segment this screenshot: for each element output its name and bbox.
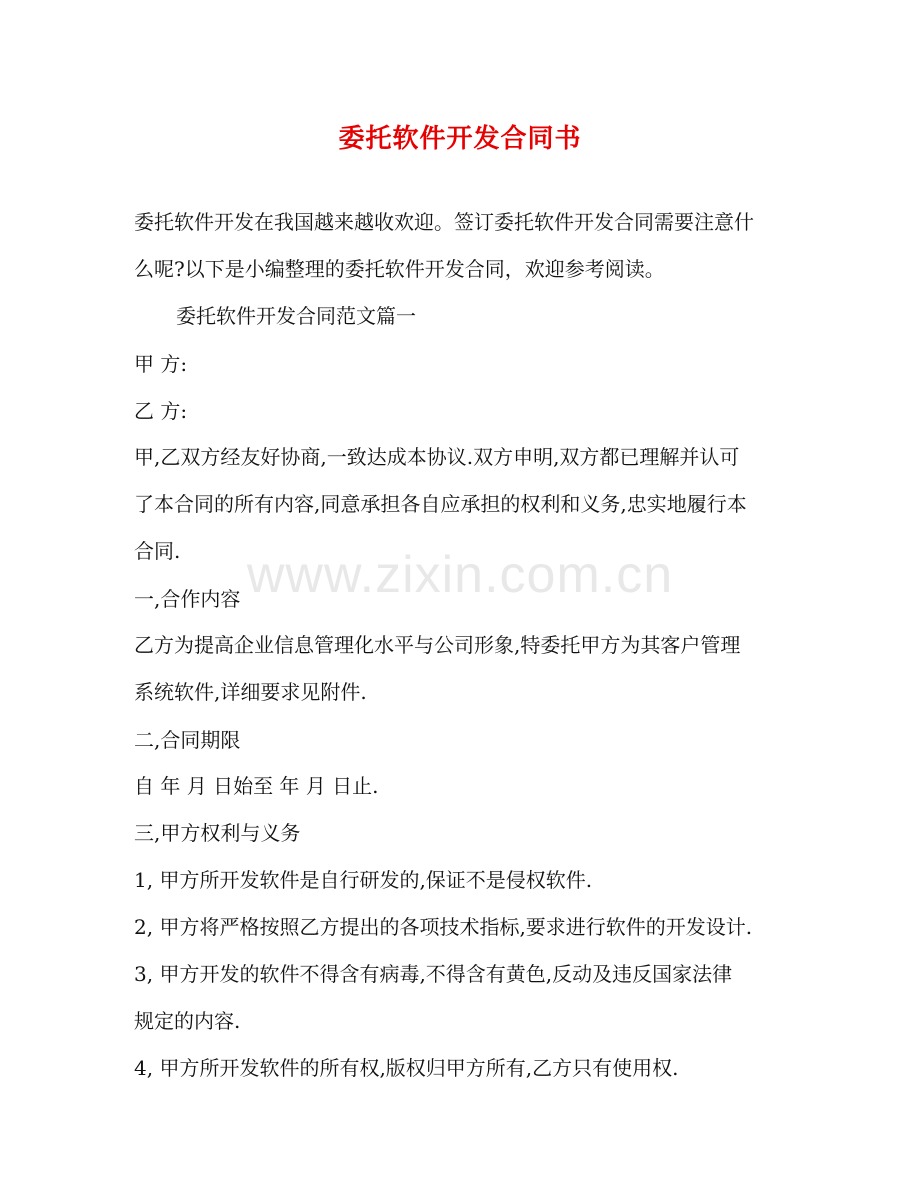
body-line: 自 年 月 日始至 年 月 日止. xyxy=(134,774,379,798)
document-title: 委托软件开发合同书 xyxy=(338,124,582,154)
body-line: 合同. xyxy=(134,539,181,563)
body-line: 甲,乙双方经友好协商,一致达成本协议.双方申明,双方都已理解并认可 xyxy=(134,445,740,469)
clause-heading: 二,合同期限 xyxy=(134,728,241,752)
list-item: 3, 甲方开发的软件不得含有病毒,不得含有黄色,反动及违反国家法律 xyxy=(134,962,733,986)
party-b-label: 乙 方: xyxy=(134,399,188,423)
list-item-continued: 规定的内容. xyxy=(134,1009,241,1033)
list-item: 4, 甲方所开发软件的所有权,版权归甲方所有,乙方只有使用权. xyxy=(134,1056,679,1080)
watermark: www.zixin.com.cn xyxy=(246,546,674,604)
section-heading: 委托软件开发合同范文篇一 xyxy=(176,304,416,328)
list-item: 2, 甲方将严格按照乙方提出的各项技术指标,要求进行软件的开发设计. xyxy=(134,915,753,939)
body-line: 了本合同的所有内容,同意承担各自应承担的权利和义务,忠实地履行本 xyxy=(134,492,747,516)
list-item: 1, 甲方所开发软件是自行研发的,保证不是侵权软件. xyxy=(134,868,593,892)
party-a-label: 甲 方: xyxy=(134,352,188,376)
clause-heading: 三,甲方权利与义务 xyxy=(134,821,301,845)
intro-line-2: 么呢?以下是小编整理的委托软件开发合同，欢迎参考阅读。 xyxy=(134,257,665,281)
body-line: 乙方为提高企业信息管理化水平与公司形象,特委托甲方为其客户管理 xyxy=(134,633,741,657)
body-line: 系统软件,详细要求见附件. xyxy=(134,680,367,704)
clause-heading: 一,合作内容 xyxy=(134,587,241,611)
intro-line-1: 委托软件开发在我国越来越收欢迎。签订委托软件开发合同需要注意什 xyxy=(134,210,754,234)
